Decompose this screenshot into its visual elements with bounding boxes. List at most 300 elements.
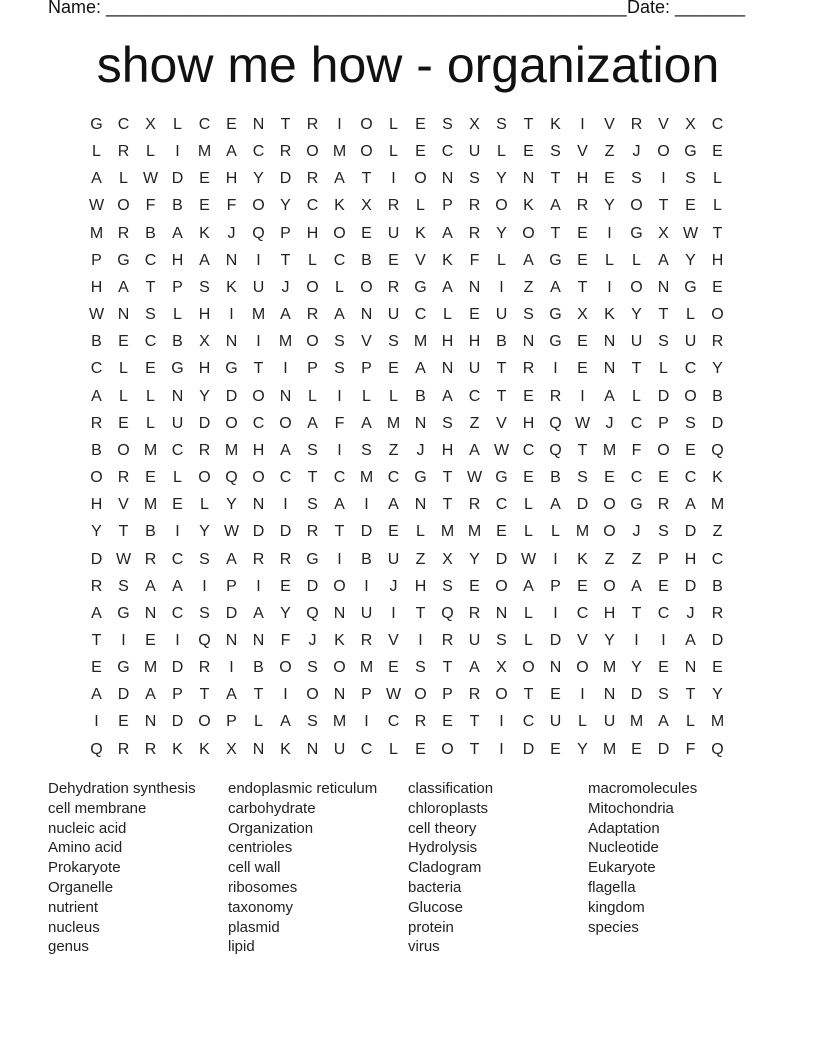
grid-letter[interactable]: I [580, 686, 585, 704]
grid-letter[interactable]: X [361, 197, 372, 215]
grid-letter[interactable]: N [279, 387, 292, 405]
grid-letter[interactable]: T [442, 469, 453, 487]
grid-letter[interactable]: M [575, 523, 590, 541]
grid-letter[interactable]: N [414, 414, 427, 432]
grid-letter[interactable]: E [577, 251, 588, 269]
grid-letter[interactable]: H [306, 224, 319, 242]
grid-letter[interactable]: L [254, 713, 263, 731]
grid-letter[interactable]: Q [225, 469, 238, 487]
grid-letter[interactable]: D [279, 523, 292, 541]
grid-letter[interactable]: A [91, 387, 102, 405]
grid-letter[interactable]: I [364, 577, 369, 595]
grid-letter[interactable]: S [334, 360, 345, 378]
grid-letter[interactable]: I [364, 496, 369, 514]
grid-letter[interactable]: A [523, 251, 534, 269]
grid-letter[interactable]: W [88, 306, 105, 324]
grid-letter[interactable]: Q [198, 631, 211, 649]
grid-letter[interactable]: C [630, 414, 643, 432]
grid-letter[interactable]: E [145, 360, 156, 378]
grid-letter[interactable]: D [279, 170, 292, 188]
grid-letter[interactable]: S [361, 441, 372, 459]
grid-letter[interactable]: B [91, 441, 102, 459]
grid-letter[interactable]: Y [577, 740, 588, 758]
grid-letter[interactable]: G [90, 116, 103, 133]
grid-letter[interactable]: L [92, 143, 101, 161]
grid-letter[interactable]: P [280, 224, 291, 242]
grid-letter[interactable]: Y [280, 604, 291, 622]
grid-letter[interactable]: S [469, 170, 480, 188]
grid-letter[interactable]: R [279, 143, 292, 161]
grid-letter[interactable]: A [442, 278, 453, 296]
grid-letter[interactable]: X [496, 659, 507, 677]
grid-letter[interactable]: Q [252, 224, 265, 242]
grid-letter[interactable]: F [685, 740, 696, 758]
grid-letter[interactable]: R [117, 224, 130, 242]
grid-letter[interactable]: E [523, 469, 534, 487]
grid-letter[interactable]: I [337, 387, 342, 405]
grid-letter[interactable]: L [686, 306, 695, 324]
grid-letter[interactable]: G [414, 278, 427, 296]
grid-letter[interactable]: Y [496, 224, 507, 242]
grid-letter[interactable]: A [226, 686, 237, 704]
grid-letter[interactable]: T [253, 686, 264, 704]
grid-letter[interactable]: C [468, 387, 481, 405]
grid-letter[interactable]: T [658, 197, 669, 215]
grid-letter[interactable]: S [685, 170, 696, 188]
grid-letter[interactable]: L [146, 143, 155, 161]
grid-letter[interactable]: S [658, 523, 669, 541]
grid-letter[interactable]: S [631, 170, 642, 188]
grid-letter[interactable]: F [145, 197, 156, 215]
grid-letter[interactable]: D [198, 414, 211, 432]
grid-letter[interactable]: I [499, 278, 504, 296]
grid-letter[interactable]: T [550, 170, 561, 188]
grid-letter[interactable]: Y [91, 523, 102, 541]
grid-letter[interactable]: E [469, 306, 480, 324]
grid-letter[interactable]: X [577, 306, 588, 324]
grid-letter[interactable]: R [468, 496, 481, 514]
grid-letter[interactable]: Y [199, 387, 210, 405]
grid-letter[interactable]: S [307, 496, 318, 514]
grid-letter[interactable]: M [467, 523, 482, 541]
grid-letter[interactable]: Z [604, 143, 615, 161]
grid-letter[interactable]: T [631, 604, 642, 622]
grid-letter[interactable]: D [522, 740, 535, 758]
grid-letter[interactable]: R [90, 577, 103, 595]
grid-letter[interactable]: O [657, 143, 670, 161]
grid-letter[interactable]: Z [469, 414, 480, 432]
grid-letter[interactable]: E [91, 659, 102, 677]
grid-letter[interactable]: O [279, 659, 292, 677]
grid-letter[interactable]: C [117, 116, 130, 133]
grid-letter[interactable]: D [684, 577, 697, 595]
grid-letter[interactable]: D [711, 631, 724, 649]
grid-letter[interactable]: E [604, 170, 615, 188]
grid-letter[interactable]: G [684, 278, 697, 296]
grid-letter[interactable]: R [144, 550, 157, 568]
grid-letter[interactable]: N [225, 631, 238, 649]
grid-letter[interactable]: M [197, 143, 212, 161]
grid-letter[interactable]: H [441, 333, 454, 351]
grid-letter[interactable]: L [416, 197, 425, 215]
grid-letter[interactable]: V [361, 333, 372, 351]
grid-letter[interactable]: E [361, 224, 372, 242]
grid-letter[interactable]: N [306, 740, 319, 758]
grid-letter[interactable]: M [278, 333, 293, 351]
grid-letter[interactable]: V [118, 496, 129, 514]
grid-letter[interactable]: H [684, 550, 697, 568]
grid-letter[interactable]: K [280, 740, 291, 758]
grid-letter[interactable]: G [117, 659, 130, 677]
grid-letter[interactable]: D [117, 686, 130, 704]
grid-letter[interactable]: E [550, 686, 561, 704]
grid-letter[interactable]: L [605, 251, 614, 269]
grid-letter[interactable]: R [468, 224, 481, 242]
grid-letter[interactable]: L [362, 387, 371, 405]
grid-letter[interactable]: W [466, 469, 483, 487]
grid-letter[interactable]: S [442, 414, 453, 432]
grid-letter[interactable]: J [416, 441, 425, 459]
grid-letter[interactable]: X [145, 116, 156, 133]
grid-letter[interactable]: S [307, 441, 318, 459]
grid-letter[interactable]: O [603, 523, 616, 541]
grid-letter[interactable]: C [333, 469, 346, 487]
grid-letter[interactable]: E [118, 414, 129, 432]
grid-letter[interactable]: K [226, 278, 237, 296]
grid-letter[interactable]: Z [631, 550, 642, 568]
grid-letter[interactable]: N [522, 170, 535, 188]
grid-letter[interactable]: V [496, 414, 507, 432]
grid-letter[interactable]: E [577, 333, 588, 351]
grid-letter[interactable]: U [387, 550, 400, 568]
grid-letter[interactable]: J [605, 414, 614, 432]
grid-letter[interactable]: O [117, 441, 130, 459]
grid-letter[interactable]: A [145, 577, 156, 595]
grid-letter[interactable]: S [685, 414, 696, 432]
grid-letter[interactable]: B [172, 333, 183, 351]
grid-letter[interactable]: O [576, 659, 589, 677]
grid-letter[interactable]: L [389, 740, 398, 758]
grid-letter[interactable]: D [711, 414, 724, 432]
grid-letter[interactable]: A [334, 306, 345, 324]
grid-letter[interactable]: F [334, 414, 345, 432]
grid-letter[interactable]: H [603, 604, 616, 622]
grid-letter[interactable]: M [359, 659, 374, 677]
grid-letter[interactable]: A [442, 387, 453, 405]
grid-letter[interactable]: A [415, 360, 426, 378]
grid-letter[interactable]: U [387, 306, 400, 324]
grid-letter[interactable]: T [280, 251, 291, 269]
grid-letter[interactable]: T [496, 387, 507, 405]
grid-letter[interactable]: V [577, 143, 588, 161]
grid-letter[interactable]: C [144, 333, 157, 351]
grid-letter[interactable]: C [252, 414, 265, 432]
grid-letter[interactable]: C [198, 116, 211, 133]
grid-letter[interactable]: Y [253, 170, 264, 188]
grid-letter[interactable]: W [574, 414, 591, 432]
grid-letter[interactable]: S [199, 550, 210, 568]
grid-letter[interactable]: W [88, 197, 105, 215]
grid-letter[interactable]: O [495, 686, 508, 704]
grid-letter[interactable]: G [225, 360, 238, 378]
grid-letter[interactable]: E [577, 577, 588, 595]
grid-letter[interactable]: N [522, 333, 535, 351]
grid-letter[interactable]: C [684, 469, 697, 487]
grid-letter[interactable]: V [577, 631, 588, 649]
grid-letter[interactable]: P [658, 550, 669, 568]
grid-letter[interactable]: N [603, 360, 616, 378]
grid-letter[interactable]: E [496, 523, 507, 541]
grid-letter[interactable]: Y [685, 251, 696, 269]
grid-letter[interactable]: O [333, 659, 346, 677]
grid-letter[interactable]: A [523, 577, 534, 595]
grid-letter[interactable]: D [225, 604, 238, 622]
grid-letter[interactable]: H [252, 441, 265, 459]
grid-letter[interactable]: I [283, 686, 288, 704]
grid-letter[interactable]: D [90, 550, 103, 568]
grid-letter[interactable]: A [226, 550, 237, 568]
grid-letter[interactable]: K [172, 740, 183, 758]
grid-letter[interactable]: P [550, 577, 561, 595]
grid-letter[interactable]: L [713, 197, 722, 215]
grid-letter[interactable]: Y [199, 523, 210, 541]
grid-letter[interactable]: X [658, 224, 669, 242]
grid-letter[interactable]: E [685, 197, 696, 215]
grid-letter[interactable]: U [603, 713, 616, 731]
grid-letter[interactable]: I [175, 523, 180, 541]
grid-letter[interactable]: C [171, 441, 184, 459]
grid-letter[interactable]: W [142, 170, 159, 188]
grid-letter[interactable]: C [360, 740, 373, 758]
grid-letter[interactable]: S [118, 577, 129, 595]
grid-letter[interactable]: P [442, 197, 453, 215]
grid-letter[interactable]: P [172, 686, 183, 704]
grid-letter[interactable]: E [415, 740, 426, 758]
grid-letter[interactable]: I [283, 496, 288, 514]
grid-letter[interactable]: I [283, 360, 288, 378]
grid-letter[interactable]: R [144, 740, 157, 758]
grid-letter[interactable]: Z [523, 278, 534, 296]
grid-letter[interactable]: J [686, 604, 695, 622]
grid-letter[interactable]: Y [712, 686, 723, 704]
grid-letter[interactable]: R [252, 550, 265, 568]
grid-letter[interactable]: E [388, 360, 399, 378]
grid-letter[interactable]: D [306, 577, 319, 595]
grid-letter[interactable]: L [578, 713, 587, 731]
grid-letter[interactable]: L [173, 116, 182, 133]
grid-letter[interactable]: O [306, 686, 319, 704]
grid-letter[interactable]: M [332, 713, 347, 731]
grid-letter[interactable]: T [118, 523, 129, 541]
grid-letter[interactable]: O [360, 116, 373, 133]
grid-letter[interactable]: T [523, 686, 534, 704]
grid-letter[interactable]: I [94, 713, 99, 731]
grid-letter[interactable]: M [251, 306, 266, 324]
grid-letter[interactable]: E [523, 387, 534, 405]
grid-letter[interactable]: I [580, 116, 585, 133]
grid-letter[interactable]: S [415, 659, 426, 677]
grid-letter[interactable]: P [361, 360, 372, 378]
grid-letter[interactable]: O [252, 469, 265, 487]
grid-letter[interactable]: I [229, 659, 234, 677]
grid-letter[interactable]: I [499, 740, 504, 758]
grid-letter[interactable]: A [145, 686, 156, 704]
grid-letter[interactable]: U [468, 631, 481, 649]
grid-letter[interactable]: W [682, 224, 699, 242]
grid-letter[interactable]: Y [631, 306, 642, 324]
grid-letter[interactable]: M [143, 659, 158, 677]
grid-letter[interactable]: R [198, 659, 211, 677]
grid-letter[interactable]: T [550, 224, 561, 242]
grid-letter[interactable]: D [630, 686, 643, 704]
grid-letter[interactable]: U [549, 713, 562, 731]
grid-letter[interactable]: O [198, 713, 211, 731]
grid-letter[interactable]: U [252, 278, 265, 296]
grid-letter[interactable]: V [658, 116, 669, 133]
grid-letter[interactable]: D [684, 523, 697, 541]
grid-letter[interactable]: N [225, 333, 238, 351]
grid-letter[interactable]: E [658, 469, 669, 487]
grid-letter[interactable]: R [387, 278, 400, 296]
grid-letter[interactable]: J [632, 523, 641, 541]
grid-letter[interactable]: N [225, 251, 238, 269]
grid-letter[interactable]: O [630, 197, 643, 215]
grid-letter[interactable]: H [90, 278, 103, 296]
grid-letter[interactable]: W [115, 550, 132, 568]
grid-letter[interactable]: L [119, 170, 128, 188]
grid-letter[interactable]: M [143, 441, 158, 459]
grid-letter[interactable]: H [576, 170, 589, 188]
grid-letter[interactable]: T [469, 740, 480, 758]
grid-letter[interactable]: T [361, 170, 372, 188]
grid-letter[interactable]: A [658, 713, 669, 731]
grid-letter[interactable]: J [281, 278, 290, 296]
grid-letter[interactable]: A [118, 278, 129, 296]
grid-letter[interactable]: O [306, 333, 319, 351]
grid-letter[interactable]: H [522, 414, 535, 432]
grid-letter[interactable]: L [308, 251, 317, 269]
grid-letter[interactable]: I [391, 170, 396, 188]
grid-letter[interactable]: C [333, 251, 346, 269]
grid-letter[interactable]: N [441, 170, 454, 188]
grid-letter[interactable]: A [361, 414, 372, 432]
grid-letter[interactable]: H [414, 577, 427, 595]
grid-letter[interactable]: R [90, 414, 103, 432]
grid-letter[interactable]: K [199, 224, 210, 242]
grid-letter[interactable]: O [306, 143, 319, 161]
grid-letter[interactable]: T [631, 360, 642, 378]
grid-letter[interactable]: C [495, 496, 508, 514]
grid-letter[interactable]: V [388, 631, 399, 649]
grid-letter[interactable]: O [198, 469, 211, 487]
grid-letter[interactable]: R [711, 604, 724, 622]
grid-letter[interactable]: G [495, 469, 508, 487]
grid-letter[interactable]: B [550, 469, 561, 487]
grid-letter[interactable]: A [604, 387, 615, 405]
grid-letter[interactable]: B [172, 197, 183, 215]
grid-letter[interactable]: P [442, 686, 453, 704]
grid-letter[interactable]: Y [496, 170, 507, 188]
grid-letter[interactable]: E [523, 143, 534, 161]
grid-letter[interactable]: E [658, 577, 669, 595]
grid-letter[interactable]: H [171, 251, 184, 269]
grid-letter[interactable]: C [90, 360, 103, 378]
grid-letter[interactable]: K [199, 740, 210, 758]
grid-letter[interactable]: I [607, 224, 612, 242]
grid-letter[interactable]: B [361, 550, 372, 568]
grid-letter[interactable]: M [629, 713, 644, 731]
grid-letter[interactable]: C [441, 143, 454, 161]
grid-letter[interactable]: B [253, 659, 264, 677]
grid-letter[interactable]: L [551, 523, 560, 541]
grid-letter[interactable]: N [252, 496, 265, 514]
grid-letter[interactable]: I [661, 170, 666, 188]
grid-letter[interactable]: G [117, 604, 130, 622]
grid-letter[interactable]: I [364, 713, 369, 731]
grid-letter[interactable]: S [199, 604, 210, 622]
grid-letter[interactable]: R [711, 333, 724, 351]
grid-letter[interactable]: O [414, 686, 427, 704]
grid-letter[interactable]: I [256, 577, 261, 595]
grid-letter[interactable]: L [308, 387, 317, 405]
grid-letter[interactable]: C [171, 604, 184, 622]
grid-letter[interactable]: A [91, 170, 102, 188]
grid-letter[interactable]: Z [388, 441, 399, 459]
grid-letter[interactable]: Y [226, 496, 237, 514]
grid-letter[interactable]: A [334, 170, 345, 188]
grid-letter[interactable]: S [577, 469, 588, 487]
grid-letter[interactable]: S [523, 306, 534, 324]
grid-letter[interactable]: K [523, 197, 534, 215]
grid-letter[interactable]: I [391, 604, 396, 622]
grid-letter[interactable]: V [604, 116, 615, 133]
grid-letter[interactable]: E [388, 659, 399, 677]
grid-letter[interactable]: W [520, 550, 537, 568]
grid-letter[interactable]: G [630, 496, 643, 514]
grid-letter[interactable]: L [173, 469, 182, 487]
grid-letter[interactable]: C [144, 251, 157, 269]
grid-letter[interactable]: R [522, 360, 535, 378]
grid-letter[interactable]: U [333, 740, 346, 758]
grid-letter[interactable]: L [713, 170, 722, 188]
grid-letter[interactable]: A [631, 577, 642, 595]
grid-letter[interactable]: V [415, 251, 426, 269]
grid-letter[interactable]: R [306, 523, 319, 541]
grid-letter[interactable]: U [387, 224, 400, 242]
grid-letter[interactable]: L [524, 604, 533, 622]
grid-letter[interactable]: E [118, 333, 129, 351]
grid-letter[interactable]: C [711, 116, 724, 133]
grid-letter[interactable]: K [577, 550, 588, 568]
grid-letter[interactable]: E [415, 143, 426, 161]
grid-letter[interactable]: M [143, 496, 158, 514]
grid-letter[interactable]: M [602, 659, 617, 677]
grid-letter[interactable]: N [333, 604, 346, 622]
grid-letter[interactable]: N [603, 686, 616, 704]
grid-letter[interactable]: O [495, 577, 508, 595]
grid-letter[interactable]: Q [549, 414, 562, 432]
grid-letter[interactable]: Q [549, 441, 562, 459]
grid-letter[interactable]: D [171, 170, 184, 188]
grid-letter[interactable]: E [658, 659, 669, 677]
grid-letter[interactable]: O [306, 278, 319, 296]
grid-letter[interactable]: R [306, 170, 319, 188]
grid-letter[interactable]: A [550, 197, 561, 215]
grid-letter[interactable]: E [712, 278, 723, 296]
grid-letter[interactable]: C [252, 143, 265, 161]
grid-letter[interactable]: G [549, 251, 562, 269]
grid-letter[interactable]: X [442, 550, 453, 568]
